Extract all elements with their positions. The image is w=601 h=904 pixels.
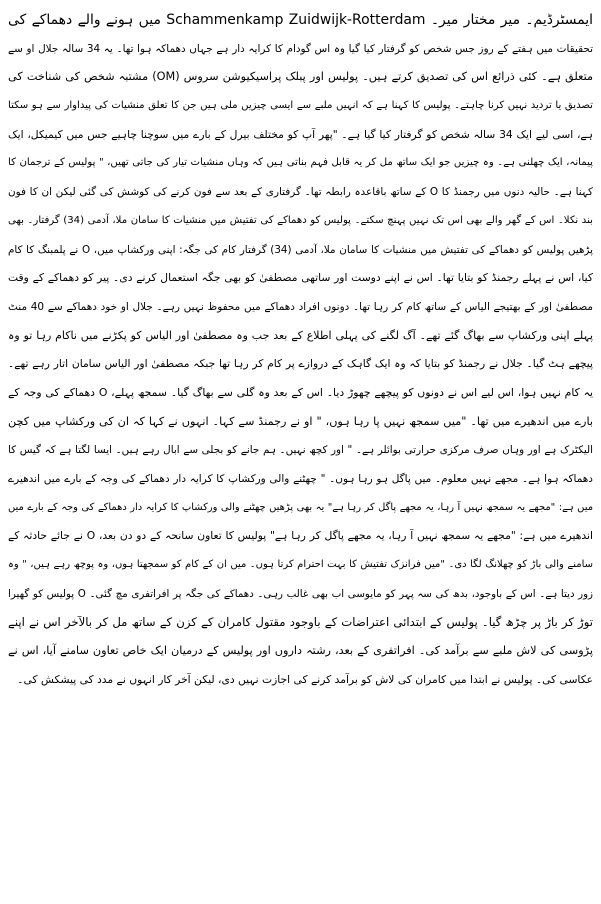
article-line-2: تحقیقات میں ہفتے کے روز جس شخص کو گرفتار کیا گیا وہ اس گودام کا کرایہ دار ہے جہاں دھماکہ ہوا تھا۔ یہ 34 سالہ جلال او سے [8, 42, 593, 55]
article-line-14: یہ کام نہیں ہوا، اس لیے اس نے دونوں کو پیچھے چھوڑ دیا۔ اس کے بعد وہ گلی سے بھاگ گیا۔ سمجھ پہلے، O دھماکے کی وجہ کے [8, 385, 593, 399]
article-line-8: بند نکلا۔ اس کے گھر والے بھی اس تک نہیں پہنچ سکتے۔ پولیس کو دھماکے کی تفتیش میں منشیات کا سامان ملا، آدمی (34) گرفتار۔ بھی [8, 214, 593, 226]
article-line-19: اندھیرے میں ہے: "مجھے یہ سمجھ نہیں آ رہا، یہ مجھے پاگل کر رہا ہے" پولیس کا تعاون سانحہ کے دو دن بعد، O نے جائے حادثہ کے [8, 529, 593, 543]
article-line-11: مصطفیٰ اور کے بھتیجے الیاس کے ساتھ کام کر رہا تھا۔ دونوں افراد دھماکے میں محفوظ نہیں رہے۔ جلال او خود دھماکے سے 40 منٹ [8, 300, 593, 313]
article-line-3: متعلق ہے۔ کئی ذرائع اس کی تصدیق کرتے ہیں۔ پولیس اور پبلک پراسیکیوشن سروس (OM) مشتبہ شخص کی شناخت کی [8, 70, 593, 84]
article-line-20: سامنے والی باڑ کو چھلانگ لگا دی۔ "میں فرانزک تفتیش کا بہت احترام کرتا ہوں۔ میں ان کے کام کو سمجھتا ہوں، وہ پوچھ رہے ہیں، " وہ [8, 559, 593, 571]
article-line-16: الیکٹرک ہے اور وہاں صرف مرکزی حرارتی بوائلر ہے۔ " اور کچھ نہیں۔ ہم جانے کو بجلی سے ابال رہے ہیں۔ ایسا لگتا ہے کہ گیس کا [8, 444, 593, 457]
article-line-22: توڑ کر باڑ پر چڑھ گیا۔ پولیس کے ابتدائی اعتراضات کے باوجود مقتول کامران کے کزن کے ساتھ مل کر بالآخر اس نے اپنے [8, 615, 593, 630]
article-line-1: ایمسٹرڈیم۔ میر مختار میر۔ Schammenkamp Zuidwijk-Rotterdam میں ہونے والے دھماکے کی [8, 12, 593, 28]
article-line-7: کہنا ہے۔ حالیہ دنوں میں رجمنڈ کا O کے ساتھ باقاعدہ رابطہ تھا۔ گرفتاری کے بعد سے فون کرنے کی کوشش کی گئی لیکن ان کا فون [8, 186, 593, 199]
article-line-23: پڑوسی کی لاش ملبے سے برآمد کی۔ افراتفری کے بعد، رشتہ داروں اور پولیس کے درمیان ایک خاص تعاون سامنے آیا، اس نے [8, 644, 593, 658]
article-line-12: پہلے اپنی ورکشاپ سے بھاگ گئے تھے۔ آگ لگنے کی پہلی اطلاع کے بعد جب وہ مصطفیٰ اور الیاس کو پکڑنے میں ناکام رہا تو وہ [8, 328, 593, 342]
article-body [8, 6, 593, 695]
article-line-6: پیمانہ، ایک چھلنی ہے۔ وہ چیزیں جو ایک ساتھ مل کر یہ قابل فہم بناتی ہیں کہ وہاں منشیات تیار کی جاتی تھیں، " پولیس کے ترجمان کا [8, 157, 593, 169]
article-line-18: میں ہے: "مجھے یہ سمجھ نہیں آ رہا، یہ مجھے پاگل کر رہا ہے" یہ بھی پڑھیں چھٹنے والی ورکشاپ کا کرایہ دار دھماکے کی وجہ کے بارے میں [8, 501, 593, 513]
article-line-4: تصدیق یا تردید نہیں کرنا چاہتے۔ پولیس کا کہنا ہے کہ انہیں ملبے سے ایسی چیزیں ملی ہیں جن کا تعلق منشیات کی پیداوار سے ہو سکتا [8, 100, 593, 112]
article-line-17: دھماکہ ہوا ہے۔ مجھے نہیں معلوم۔ میں پاگل ہو رہا ہوں۔ " چھٹنے والی ورکشاپ کا کرایہ دار دھماکے کی وجہ کے بارے میں اندھیرے [8, 473, 593, 485]
article-line-9: پڑھیں پولیس کو دھماکے کی تفتیش میں منشیات کا سامان ملا، آدمی (34) گرفتار کام کی جگہ: اپنی ورکشاپ میں، O نے پلمبنگ کا کام [8, 243, 593, 256]
article-line-10: کیا، اس نے پہلے رجمنڈ کو بتایا تھا۔ اس نے اپنے دوست اور ساتھی مصطفیٰ کو بھی جگہ استعمال کرنے دی۔ پیر کو دھماکے کے وقت [8, 271, 593, 285]
article-line-24: عکاسی کی۔ پولیس نے ابتدا میں کامران کی لاش کو برآمد کرنے کی اجازت نہیں دی، لیکن آخر کار انہوں نے مدد کی پیشکش کی۔ [17, 672, 593, 686]
article-line-15: بارے میں اندھیرے میں تھا۔ "میں سمجھ نہیں پا رہا ہوں، " او نے رجمنڈ سے کہا۔ انہوں نے کہا کہ ان کی ورکشاپ میں کچن [8, 414, 593, 428]
article-line-13: پیچھے ہٹ گیا۔ جلال نے رجمنڈ کو بتایا کہ وہ ایک گاہک کے دروازے پر کام کر رہا تھا جبکہ مصطفیٰ اور الیاس سامان اتار رہے تھے۔ [8, 357, 593, 371]
article-line-5: ہے، اسی لیے ایک 34 سالہ شخص کو گرفتار کیا گیا ہے۔ "پھر آپ کو مختلف بیرل کے بارے میں سوچنا چاہیے جس میں کیمیکل، ایک [8, 127, 593, 141]
article-line-21: زور دیتا ہے۔ اس کے باوجود، بدھ کی سہ پہر کو مایوسی اب بھی غالب رہی۔ دھماکے کی جگہ پر افراتفری مچ گئی۔ O پولیس کو گھیرا [8, 587, 593, 600]
